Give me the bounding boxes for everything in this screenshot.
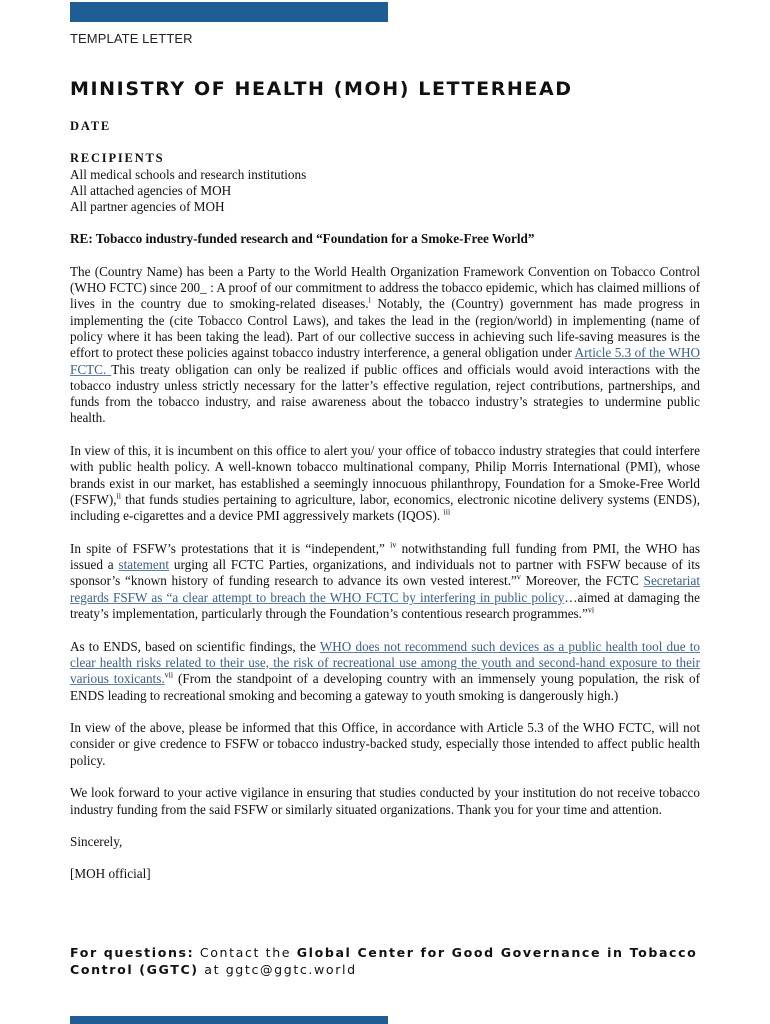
text-run: notwithstanding full funding from PMI, the WHO has issued a xyxy=(70,540,700,573)
text-run: In view of this, it is incumbent on this office to alert you/ your office of tobacco industry strategies that could interfere with public health policy. A well-known tobacco multinational company, Philip Morris International (PMI), whose brands exist in our market, has established a seemingly innocuous philanthropy, Foundation for a Smoke-Free World (FSFW), xyxy=(70,443,700,507)
subject-line: RE: Tobacco industry-funded research and “Foundation for a Smoke-Free World” xyxy=(70,231,535,247)
contact-org: Global Center for Good Governance in Tobacco Control (GGTC) xyxy=(70,945,698,977)
signer-placeholder: [MOH official] xyxy=(70,866,151,882)
contact-label: For questions: xyxy=(70,945,195,960)
footnote-ref: vii xyxy=(164,670,174,680)
paragraph-4 xyxy=(70,639,700,704)
closing: Sincerely, xyxy=(70,834,123,850)
template-label: TEMPLATE LETTER xyxy=(70,31,193,46)
recipients-heading: RECIPIENTS xyxy=(70,151,165,166)
paragraph-3 xyxy=(70,541,700,622)
paragraph-5: In view of the above, please be informed that this Office, in accordance with Article 5.3 of the WHO FCTC, will not consider or give credence to FSFW or tobacco industry-backed study, especially those intended to affect public health policy. xyxy=(70,720,700,768)
paragraph-1 xyxy=(70,264,700,427)
text-run: Moreover, the FCTC xyxy=(520,573,644,589)
header-accent-bar xyxy=(70,2,388,22)
recipients-list xyxy=(70,167,700,216)
date-label: DATE xyxy=(70,119,112,133)
text-run: (From the standpoint of a developing country with an immensely young population, the risk of ENDS leading to recreational smoking and becoming a gateway to youth smoking is dangerously high.) xyxy=(70,671,700,703)
article-5-3-link[interactable]: Article 5.3 of the WHO FCTC. xyxy=(70,345,700,377)
text-run: Contact the xyxy=(194,945,297,960)
footnote-ref: iv xyxy=(390,540,397,550)
text-run: Notably, the (Country) government has made progress in implementing the (cite Tobacco Control Laws), and takes the lead in the (region/world) in implementing (name of policy where it has been taking the lead). Part of our collective success in achieving such life-saving measures is the effort to protect these policies against tobacco industry interference, a general obligation under xyxy=(70,296,700,361)
contact-footer xyxy=(70,944,710,978)
who-statement-link[interactable]: statement xyxy=(118,557,170,573)
contact-email: at ggtc@ggtc.world xyxy=(198,962,357,977)
text-run: In spite of FSFW’s protestations that it is “independent,” xyxy=(70,540,391,556)
recipient-item: All medical schools and research institutions xyxy=(70,166,307,182)
who-ends-link[interactable]: WHO does not recommend such devices as a public health tool due to clear health risks related to their use, the risk of recreational use among the youth and second-hand exposure to their various toxicants. xyxy=(70,638,700,687)
footnote-ref: vi xyxy=(587,605,595,615)
text-run: As to ENDS, based on scientific findings, the xyxy=(70,638,320,654)
footnote-ref: ii xyxy=(116,491,121,501)
text-run: urging all FCTC Parties, organizations, and individuals not to partner with FSFW because of its sponsor’s “known history of funding research to advance its own vested interest.” xyxy=(70,557,700,589)
text-run: that funds studies pertaining to agriculture, labor, economics, electronic nicotine delivery systems (ENDS), including e-cigarettes and a device PMI aggressively markets (IQOS). xyxy=(70,491,700,524)
text-run: This treaty obligation can only be realized if public offices and officials would avoid interactions with the tobacco industry unless strictly necessary for the latter’s effective regulation, reject contributions, partnerships, and funds from the tobacco industry, and raise awareness about the tobacco industry’s strategies to undermine public health. xyxy=(70,361,700,426)
fctc-secretariat-link[interactable]: Secretariat regards FSFW as “a clear attempt to breach the WHO FCTC by interfering in public policy xyxy=(70,573,700,605)
recipient-item: All partner agencies of MOH xyxy=(70,199,225,215)
text-run: The (Country Name) has been a Party to the World Health Organization Framework Convention on Tobacco Control (WHO FCTC) since 200_ : A proof of our commitment to address the tobacco epidemic, which has claimed millions of lives in the country due to smoking-related diseases. xyxy=(70,263,700,312)
recipient-item: All attached agencies of MOH xyxy=(70,182,232,198)
letter-body xyxy=(70,118,700,883)
footnote-ref: iii xyxy=(443,507,451,517)
letterhead-title: MINISTRY OF HEALTH (MOH) LETTERHEAD xyxy=(70,78,573,100)
footer-accent-bar xyxy=(70,1016,388,1024)
paragraph-6: We look forward to your active vigilance in ensuring that studies conducted by your institution do not receive tobacco industry funding from the said FSFW or similarly situated organizations. Thank you for your time and attention. xyxy=(70,785,700,817)
footnote-ref: i xyxy=(368,295,371,305)
paragraph-2 xyxy=(70,443,700,524)
text-run: …aimed at damaging the treaty’s implementation, particularly through the Foundation’s contentious research programmes.” xyxy=(70,589,700,622)
footnote-ref: v xyxy=(516,573,521,583)
